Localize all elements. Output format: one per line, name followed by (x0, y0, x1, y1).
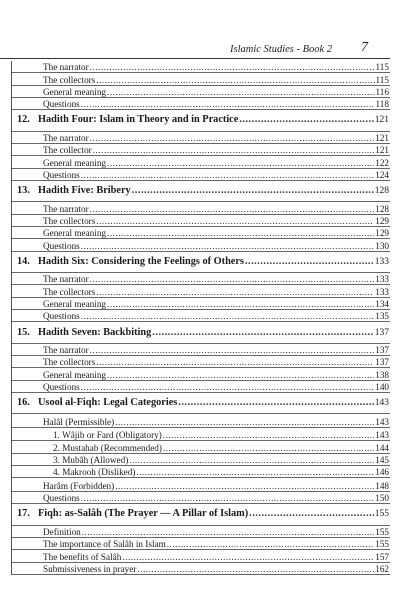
table-of-contents (11, 61, 390, 575)
chapter-number: 14. (17, 255, 30, 267)
toc-chapter-title (17, 186, 131, 196)
toc-entry[interactable] (12, 86, 390, 98)
toc-entry[interactable] (12, 492, 390, 504)
dot-leader (96, 216, 374, 226)
toc-subentry[interactable] (12, 428, 390, 442)
dot-leader (167, 539, 375, 549)
chapter-label: Hadith Four: Islam in Theory and in Practice (38, 114, 239, 126)
toc-chapter[interactable] (12, 252, 390, 274)
toc-entry-page: 148 (375, 480, 389, 491)
toc-entry-label: Questions (43, 311, 80, 322)
toc-subentry-page: 143 (375, 430, 389, 441)
toc-subentry[interactable] (12, 466, 390, 478)
toc-entry-page: 133 (375, 286, 389, 297)
toc-subentry-label: 3. Mubâh (Allowed) (53, 455, 129, 466)
toc-entry-page: 133 (375, 274, 389, 285)
chapter-number: 17. (17, 508, 30, 520)
toc-entry-page: 128 (375, 203, 389, 214)
toc-chapter-page: 128 (374, 186, 389, 197)
toc-entry-page: 162 (375, 563, 389, 574)
dot-leader (178, 398, 373, 408)
toc-entry-label: The narrator (43, 62, 89, 73)
dot-leader (90, 62, 375, 72)
chapter-label: Hadith Five: Bribery (38, 185, 131, 197)
dot-leader (152, 328, 373, 338)
toc-chapter-title (17, 398, 177, 408)
toc-entry[interactable] (12, 73, 390, 85)
toc-entry[interactable] (12, 239, 390, 251)
toc-subentry-label: 1. Wâjib or Fard (Obligatory) (53, 430, 162, 441)
toc-chapter[interactable] (12, 110, 390, 132)
toc-entry-page: 124 (375, 169, 389, 180)
toc-entry-page: 135 (375, 311, 389, 322)
toc-entry[interactable] (12, 550, 390, 562)
toc-entry-label: General meaning (43, 369, 107, 380)
chapter-label: Fiqh: as-Salâh (The Prayer — A Pillar of Islam) (38, 508, 249, 520)
dot-leader (81, 99, 374, 109)
dot-leader (90, 133, 375, 143)
toc-entry[interactable] (12, 227, 390, 239)
chapter-number: 16. (17, 397, 30, 409)
toc-entry[interactable] (12, 478, 390, 492)
toc-chapter-title (17, 328, 151, 338)
toc-entry-page: 150 (375, 493, 389, 504)
toc-entry[interactable] (12, 215, 390, 227)
toc-entry[interactable] (12, 310, 390, 322)
toc-entry[interactable] (12, 169, 390, 181)
chapter-number: 13. (17, 185, 30, 197)
header-rule (0, 58, 390, 59)
dot-leader (137, 564, 374, 574)
toc-entry[interactable] (12, 98, 390, 110)
toc-entry-page: 140 (375, 381, 389, 392)
dot-leader (163, 443, 374, 453)
toc-chapter-title (17, 115, 238, 125)
toc-entry-label: Questions (43, 169, 80, 180)
dot-leader (93, 145, 374, 155)
dot-leader (96, 287, 374, 297)
toc-entry[interactable] (12, 526, 390, 538)
toc-entry-page: 130 (375, 240, 389, 251)
toc-subentry-page: 146 (375, 467, 389, 478)
toc-chapter-page: 137 (374, 327, 389, 338)
toc-entry-page: 115 (375, 74, 389, 85)
chapter-number: 12. (17, 114, 30, 126)
dot-leader (90, 345, 375, 355)
toc-chapter-page: 155 (374, 509, 389, 520)
toc-entry-label: The collectors (43, 215, 96, 226)
toc-entry-label: General meaning (43, 228, 107, 239)
chapter-label: Usool al-Fiqh: Legal Categories (38, 397, 178, 409)
toc-entry-page: 129 (375, 228, 389, 239)
toc-entry-label: General meaning (43, 298, 107, 309)
toc-entry-label: The collectors (43, 357, 96, 368)
toc-entry[interactable] (12, 563, 390, 575)
running-header (0, 0, 416, 60)
toc-entry-label: The collector (43, 145, 92, 156)
dot-leader (81, 311, 374, 321)
toc-entry-label: Questions (43, 240, 80, 251)
dot-leader (82, 527, 374, 537)
toc-entry-label: The narrator (43, 132, 89, 143)
toc-chapter-title (17, 257, 244, 267)
toc-chapter[interactable] (12, 504, 390, 526)
toc-chapter-title (17, 509, 248, 519)
toc-chapter[interactable] (12, 181, 390, 203)
toc-entry-page: 129 (375, 215, 389, 226)
dot-leader (132, 186, 374, 196)
dot-leader (81, 493, 374, 503)
dot-leader (107, 228, 374, 238)
toc-chapter-page: 121 (374, 115, 389, 126)
toc-entry-page: 155 (375, 539, 389, 550)
toc-entry-label: Halâl (Permissible) (43, 416, 115, 427)
chapter-label: Hadith Seven: Backbiting (38, 326, 152, 338)
toc-entry-page: 118 (375, 99, 389, 110)
dot-leader (115, 417, 374, 427)
toc-chapter[interactable] (12, 322, 390, 344)
toc-entry[interactable] (12, 381, 390, 393)
toc-entry-page: 137 (375, 357, 389, 368)
toc-entry-page: 155 (375, 526, 389, 537)
toc-entry[interactable] (12, 298, 390, 310)
toc-subentry-label: 2. Mustahab (Recommended) (53, 442, 162, 453)
dot-leader (107, 87, 375, 97)
toc-entry-label: The collectors (43, 74, 96, 85)
toc-entry-page: 122 (375, 157, 389, 168)
book-title: Islamic Studies - Book 2 (230, 44, 333, 55)
toc-entry-page: 157 (375, 551, 389, 562)
toc-entry[interactable] (12, 273, 390, 285)
dot-leader (90, 204, 375, 214)
page-number: 7 (361, 40, 368, 55)
toc-entry-label: Definition (43, 526, 81, 537)
dot-leader (96, 75, 374, 85)
toc-entry-label: The narrator (43, 345, 89, 356)
toc-entry-label: The collectors (43, 286, 96, 297)
toc-entry-page: 134 (375, 298, 389, 309)
toc-entry-label: The narrator (43, 274, 89, 285)
toc-entry[interactable] (12, 414, 390, 428)
dot-leader (90, 274, 375, 284)
dot-leader (107, 158, 374, 168)
toc-entry-page: 116 (375, 86, 389, 97)
toc-entry[interactable] (12, 144, 390, 156)
toc-entry-label: General meaning (43, 157, 107, 168)
dot-leader (81, 382, 374, 392)
toc-entry[interactable] (12, 368, 390, 380)
toc-entry-label: General meaning (43, 86, 107, 97)
toc-chapter-page: 143 (374, 398, 389, 409)
toc-entry-page: 115 (375, 62, 389, 73)
toc-entry-label: Questions (43, 99, 80, 110)
dot-leader (96, 357, 374, 367)
toc-entry[interactable] (12, 285, 390, 297)
dot-leader (81, 170, 374, 180)
dot-leader (107, 299, 374, 309)
toc-entry-label: Submissiveness in prayer (43, 563, 137, 574)
dot-leader (249, 509, 374, 519)
toc-entry-page: 138 (375, 369, 389, 380)
chapter-number: 15. (17, 326, 30, 338)
dot-leader (122, 552, 374, 562)
toc-entry-page: 143 (375, 416, 389, 427)
toc-entry[interactable] (12, 356, 390, 368)
toc-entry[interactable] (12, 538, 390, 550)
toc-entry-label: Questions (43, 493, 80, 504)
toc-entry-label: The importance of Salâh in Islam (43, 539, 166, 550)
toc-subentry[interactable] (12, 441, 390, 453)
dot-leader (163, 430, 374, 440)
chapter-label: Hadith Six: Considering the Feelings of Others (38, 255, 244, 267)
toc-entry-label: Questions (43, 381, 80, 392)
toc-entry-label: Harâm (Forbidden) (43, 480, 115, 491)
dot-leader (136, 467, 374, 477)
toc-entry[interactable] (12, 61, 390, 73)
toc-entry-page: 137 (375, 345, 389, 356)
toc-entry[interactable] (12, 156, 390, 168)
dot-leader (115, 481, 374, 491)
toc-entry[interactable] (12, 202, 390, 214)
toc-chapter[interactable] (12, 393, 390, 415)
toc-subentry-label: 4. Makrooh (Disliked) (53, 467, 136, 478)
toc-entry-label: The benefits of Salâh (43, 551, 122, 562)
toc-chapter-page: 133 (374, 256, 389, 267)
toc-entry[interactable] (12, 344, 390, 356)
toc-subentry-page: 144 (375, 442, 389, 453)
dot-leader (245, 257, 374, 267)
dot-leader (129, 455, 374, 465)
toc-entry-page: 121 (375, 132, 389, 143)
toc-entry[interactable] (12, 132, 390, 144)
toc-subentry-page: 145 (375, 455, 389, 466)
toc-entry-page: 121 (375, 145, 389, 156)
toc-subentry[interactable] (12, 454, 390, 466)
dot-leader (81, 241, 374, 251)
toc-entry-label: The narrator (43, 203, 89, 214)
dot-leader (107, 370, 374, 380)
dot-leader (239, 115, 373, 125)
